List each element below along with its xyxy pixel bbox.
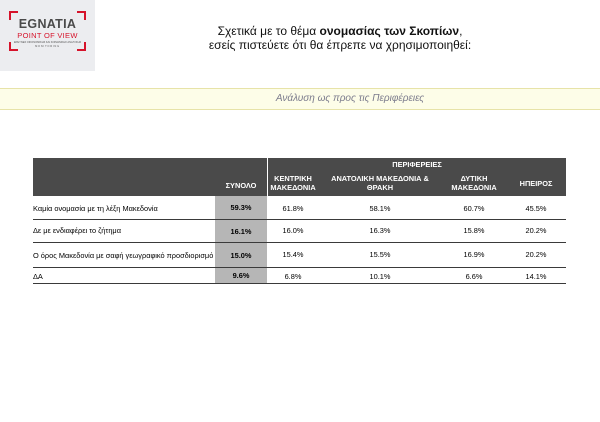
row-label: Καμία ονομασία με τη λέξη Μακεδονία [33,204,158,213]
logo-tagline: ΕΡΕΥΝΕΣ ΟΙΚΟΝΟΜΙΚΗΣ ΚΑΙ ΚΟΙΝΩΝΙΚΗΣ ΑΝΑΛΥΣΗΣ [13,41,82,44]
table-cell: 60.7% [463,204,485,213]
title-bold: ονομασίας των Σκοπίων [319,24,460,38]
logo-frame [9,11,86,51]
header-col-central-macedonia [268,170,318,196]
table-cell: 16.3% [369,225,391,235]
header-col-west-macedonia [442,170,506,196]
section-band [0,88,600,110]
row-total: 59.3% [215,196,267,219]
table-cell: 15.4% [282,249,304,259]
table-bottom-border [33,283,566,284]
page-title [120,24,560,52]
header-col-east-macedonia-thrace [318,170,442,196]
row-label: Ο όρος Μακεδονία με σαφή γεωγραφικό προσδιορισμό [33,250,214,260]
header-col-line: ΔΥΤΙΚΗ [460,174,488,183]
table-cell: 10.1% [369,271,391,281]
header-col-epirus [506,170,566,196]
row-total: 16.1% [215,220,267,242]
logo [0,0,95,71]
row-total: 9.6% [215,268,267,283]
table-cell: 6.6% [465,271,483,281]
row-total: 15.0% [215,243,267,267]
table-cell: 15.8% [463,225,485,235]
table-cell: 16.9% [463,249,485,259]
table-cell: 20.2% [525,249,547,259]
table-cell: 6.8% [284,271,302,281]
row-label: Δε με ενδιαφέρει το ζήτημα [33,225,121,235]
table-cell: 58.1% [369,204,391,213]
header-empty-cell [33,158,215,196]
table-cell: 61.8% [282,204,304,213]
title-line-1 [120,24,560,38]
header-col-line: ΜΑΚΕΔΟΝΙΑ [270,183,316,192]
row-divider [33,242,566,243]
row-label: ΔΑ [33,271,43,281]
logo-name: EGNATIA [18,17,77,31]
title-post: , [459,24,463,38]
header-col-line: ΗΠΕΙΡΟΣ [519,178,553,188]
table-cell: 16.0% [282,225,304,235]
logo-subtitle: POINT OF VIEW [17,31,78,40]
title-line-2: εσείς πιστεύετε ότι θα έπρεπε να χρησιμοποιηθεί: [208,38,472,52]
table-cell: 15.5% [369,249,391,259]
title-pre: Σχετικά με το θέμα [217,24,320,38]
table-cell: 20.2% [525,225,547,235]
row-divider [33,219,566,220]
section-band-label: Ανάλυση ως προς τις Περιφέρειες [275,93,425,104]
header-col-line: ΑΝΑΤΟΛΙΚΗ ΜΑΚΕΔΟΝΙΑ & [331,174,429,183]
header-group-regions: ΠΕΡΙΦΕΡΕΙΕΣ [268,158,566,170]
table-cell: 45.5% [525,204,547,213]
header-col-line: ΚΕΝΤΡΙΚΗ [274,174,312,183]
logo-tagline-2: MONITORING [35,45,60,48]
table-cell: 14.1% [525,271,547,281]
row-divider [33,267,566,268]
header-col-line: ΘΡΑΚΗ [366,183,394,192]
header-col-line: ΜΑΚΕΔΟΝΙΑ [451,183,497,192]
header-total: ΣΥΝΟΛΟ [215,158,267,196]
